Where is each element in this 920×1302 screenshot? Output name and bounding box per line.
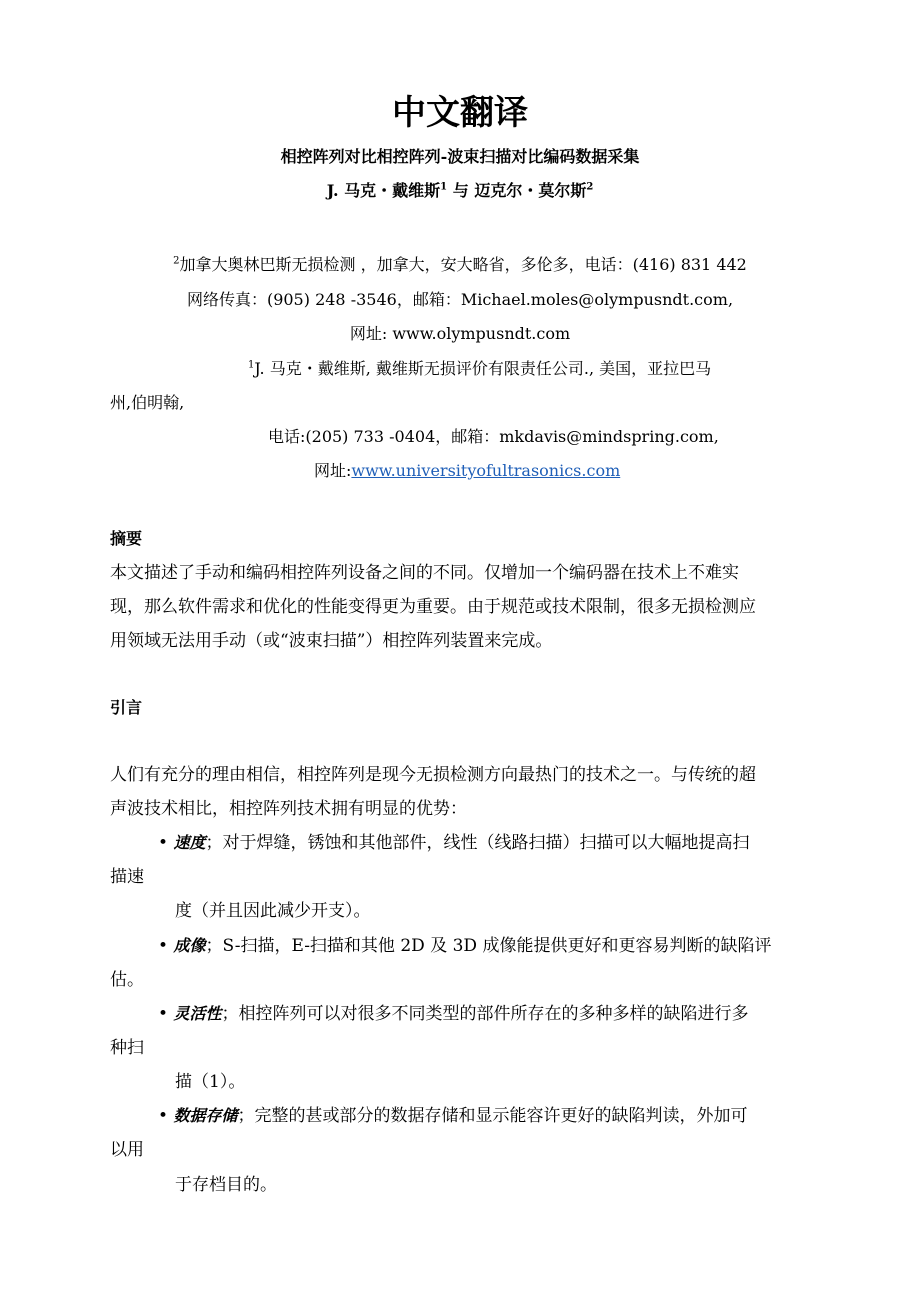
document-title: 中文翻译 — [392, 93, 528, 133]
bullet-term: 数据存储 — [173, 1106, 238, 1125]
author-1: J. 马克・戴维斯 — [326, 181, 441, 200]
abstract-line: 本文描述了手动和编码相控阵列设备之间的不同。仅增加一个编码器在技术上不难实 — [110, 563, 739, 583]
abstract-line: 现，那么软件需求和优化的性能变得更为重要。由于规范或技术限制，很多无损检测应 — [110, 597, 756, 617]
intro-line: 人们有充分的理由相信，相控阵列是现今无损检测方向最热门的技术之一。与传统的超 — [110, 765, 756, 785]
bullet-dot: • — [158, 936, 174, 956]
bullet-item-flexibility: • 灵活性；相控阵列可以对很多不同类型的部件所存在的多种多样的缺陷进行多 — [158, 1004, 749, 1024]
affiliation-2-line-3: 网址: www.olympusndt.com — [349, 324, 571, 343]
intro-heading: 引言 — [110, 698, 143, 717]
abstract-line: 用领域无法用手动（或“波束扫描”）相控阵列装置来完成。 — [110, 631, 553, 651]
author-line — [0, 180, 920, 202]
bullet-term: 成像 — [173, 936, 206, 955]
bullet-wrap: 以用 — [110, 1140, 144, 1160]
affiliation-2-line-2: 网络传真：(905) 248 -3546，邮箱：Michael.moles@olympusndt.com, — [186, 290, 734, 309]
bullet-term: 灵活性 — [173, 1004, 222, 1023]
bullet-wrap: 估。 — [110, 970, 144, 990]
affiliation-2-sup: 2 — [173, 255, 180, 267]
intro-line: 声波技术相比，相控阵列技术拥有明显的优势： — [110, 799, 467, 819]
affiliation-1-line-1b: 州,伯明翰, — [110, 393, 185, 412]
bullet-wrap: 描速 — [110, 867, 144, 887]
university-link[interactable]: www.universityofultrasonics.com — [351, 461, 621, 480]
author-2: 迈克尔・莫尔斯 — [474, 181, 587, 200]
bullet-wrap: 种扫 — [110, 1038, 144, 1058]
author-separator: 与 — [452, 181, 469, 200]
abstract-heading: 摘要 — [110, 529, 143, 548]
document-subtitle: 相控阵列对比相控阵列-波束扫描对比编码数据采集 — [280, 147, 640, 166]
bullet-item-imaging: • 成像；S-扫描，E-扫描和其他 2D 及 3D 成像能提供更好和更容易判断的缺陷评 — [158, 936, 772, 956]
bullet-dot: • — [158, 1106, 174, 1126]
author-2-sup: 2 — [586, 181, 594, 193]
affiliation-1-line-2: 电话:(205) 733 -0404，邮箱：mkdavis@mindspring.com, — [268, 427, 719, 446]
bullet-dot: • — [158, 1004, 174, 1024]
bullet-term: 速度 — [173, 833, 206, 852]
bullet-continuation: 于存档目的。 — [175, 1175, 277, 1195]
bullet-item-speed: • 速度；对于焊缝，锈蚀和其他部件，线性（线路扫描）扫描可以大幅地提高扫 — [158, 833, 750, 853]
bullet-continuation: 度（并且因此减少开支）。 — [175, 901, 371, 921]
affiliation-1-line-3: 网址:www.universityofultrasonics.com — [314, 461, 621, 480]
bullet-dot: • — [158, 833, 174, 853]
bullet-continuation: 描（1）。 — [175, 1072, 246, 1092]
affiliation-1-line-1: $^1$J. 马克・戴维斯, 戴维斯无损评价有限责任公司., 美国，亚拉巴马 — [248, 359, 712, 378]
affiliation-2-line-1: $^2$加拿大奥林巴斯无损检测 ，加拿大，安大略省，多伦多，电话：(416) 831 442 — [173, 255, 747, 274]
affiliation-1-sup: 1 — [248, 359, 255, 371]
author-1-sup: 1 — [440, 181, 448, 193]
bullet-item-data-storage: • 数据存储；完整的甚或部分的数据存储和显示能容许更好的缺陷判读，外加可 — [158, 1106, 748, 1126]
